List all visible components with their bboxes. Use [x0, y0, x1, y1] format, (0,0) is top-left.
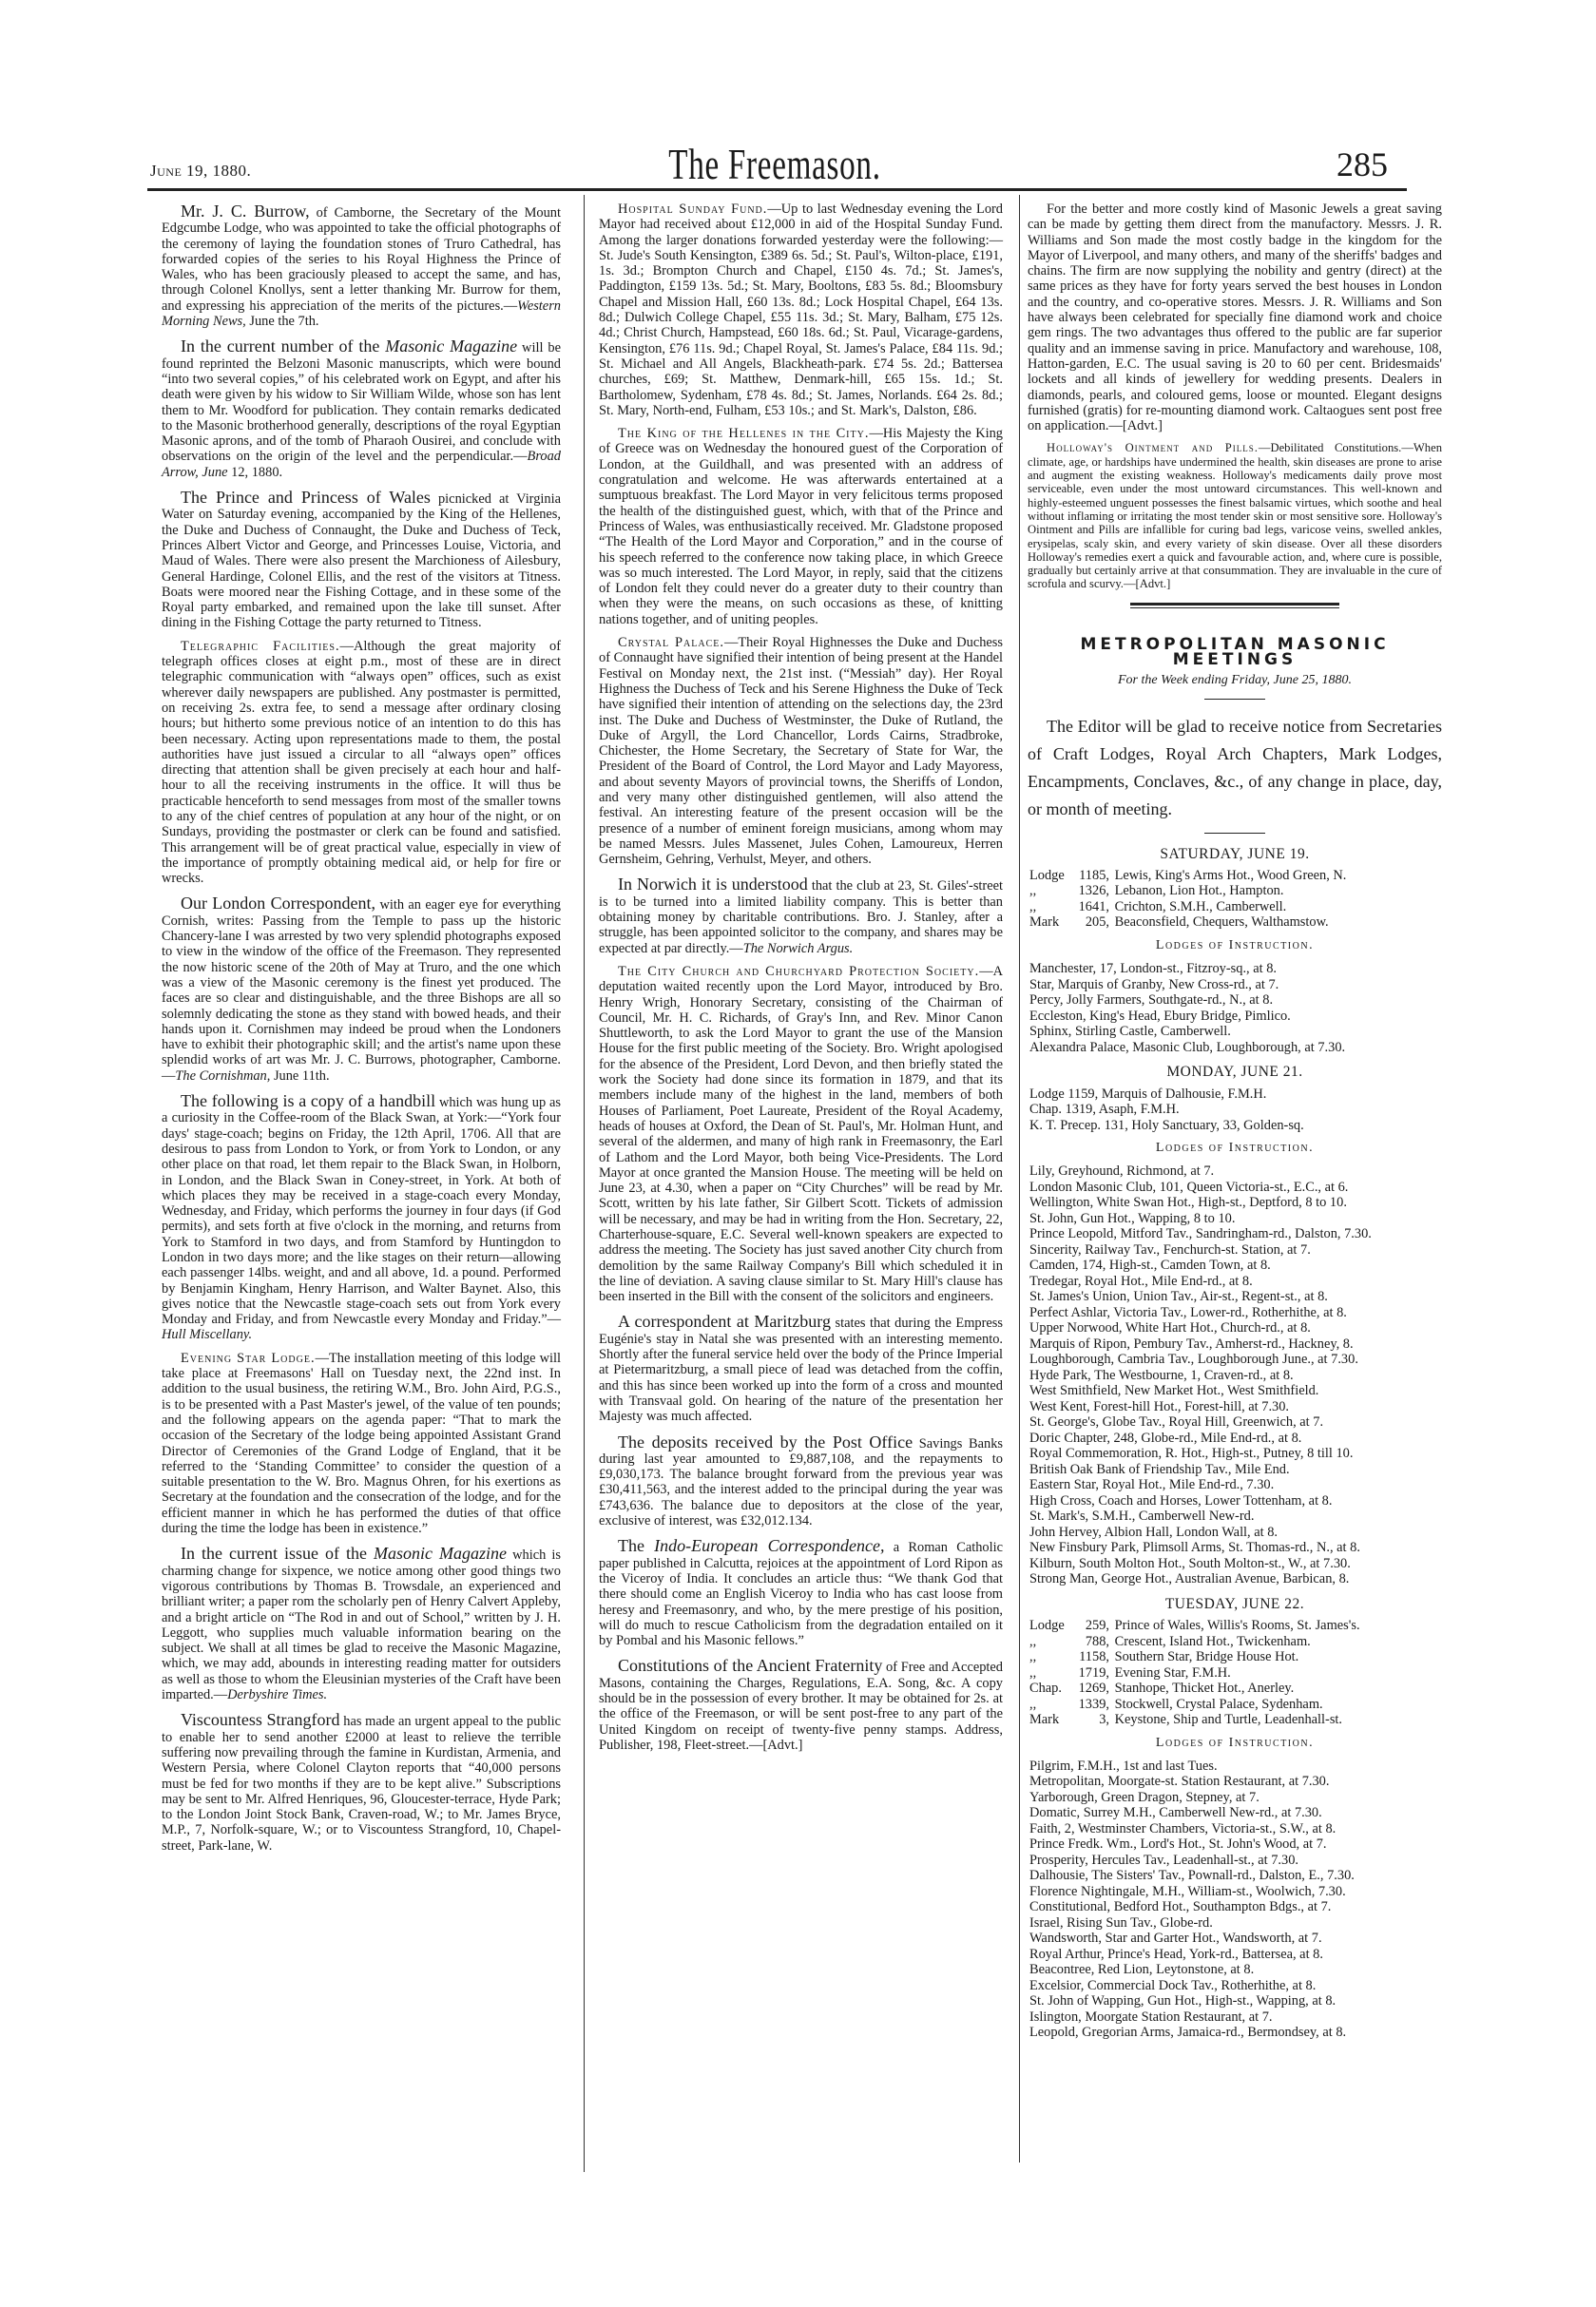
column-3 — [1028, 202, 1442, 2041]
column-1 — [162, 202, 561, 1861]
article: Evening Star Lodge.—The installation meeting of this lodge will take place at Freemasons' Hall on Tuesday next, the 22nd inst. In addition to the usual business, the retiring W.M., Bro. John Aird, P.G.S., is to be presented with a Past Master's jewel, of the value of ten pounds; and the following appears on the agenda paper: “That to mark the occasion of the Secretary of the lodge being appointed Assistant Grand Director of Ceremonies of the Grand Lodge of England, that it be referred to the ‘Standing Committee’ to consider the question of a suitable presentation to the W. Bro. Magnus Ohren, for his exertions as Secretary at the foundation and the consecration of the lodge, and for the efficient manner in which he has performed the duties of that office during the time the lodge has been in existence.” — [162, 1350, 561, 1537]
instruction-heading: Lodges of Instruction. — [1155, 1141, 1315, 1155]
article: Telegraphic Facilities.—Although the great majority of telegraph offices closes at eight p.m., most of these are in direct telegraphic communication with “always open” offices, such as exist wherever daily newspapers are published. Any postmaster is permitted, on receiving 2s. extra fee, to send a message after ordinary closing hours; but hitherto some previous notice of an intention to do this has been necessary. Acting upon representations made to them, the postal authorities have just issued a circular to all “always open” offices directing that attention shall be given precisely at each hour and half-hour to all the receiving instruments in the office. It will thus be practicable henceforth to send messages from most of the smaller towns to any of the chief centres of population at any hour of the night, or on Sundays, providing the postmaster or clerk can be found and satisfied. This arrangement will be of great practical value, especially in view of the importance of promptly obtaining medical aid, or help for fire or wrecks. — [162, 638, 562, 887]
instruction-entry: Alexandra Palace, Masonic Club, Loughborough, at 7.30. — [1029, 1039, 1346, 1055]
article: In the current issue of the Masonic Magazine which is charming change for sixpence, we notice among other good things two vigorous contributions by Thomas B. Trowsdale, an experienced and brilliant writer; a paper rom the scholarly pen of Henry Calvert Appleby, and a bright article on “The Rod in and out of School,” written by J. H. Leggott, who supplies much valuable information bearing on the subject. We shall at all times be glad to receive the Masonic Magazine, which, we may add, abounds in interesting reading matter for outsiders as well as those to whom the Eleusinian mysteries of the Craft have been imparted.—Derbyshire Times. — [162, 1544, 562, 1703]
article: The City Church and Churchyard Protection Society.—A deputation waited recently upon the Lord Mayor, introduced by Bro. Henry Wrigh, Honorary Secretary, consisting of the Chairman of Council, Mr. H. C. Richards, of Gray's Inn, and Rev. Minor Canon Shuttleworth, to ask the Lord Mayor to grant the use of the Mansion House for the first public meeting of the Society. Bro. Wright apologised for the absence of the President, Lord Devon, and then briefly stated the work the Society had done since its formation in 1879, and that its members include many of the highest in the land, members of both Houses of Parliament, Poet Laureate, President of the Royal Academy, heads of houses at Oxford, the Dean of St. Paul's, Mr. Holman Hunt, and several of the aldermen, and many of high rank in Freemasonry, the Earl of Lathom and the Lord Mayor, both being Vice-Presidents. The Lord Mayor at once granted the Mansion House. The meeting will be held on June 23, at 4.30, when a paper on “City Churches” will be read by Mr. Scott, written by his late father, Sir Gilbert Scott. Tickets of admission will be necessary, and may be had in writing from the Hon. Secretary, 22, Charterhouse-square, E.C. Several well-known speakers are expected to address the meeting. The Society has just saved another City church from demolition by the same Railway Company's Bill which scheduled it in the line of deviation. A saving clause similar to St. Mary Hill's clause has been inserted in the Bill with the consent of the solicitors and engineers. — [599, 963, 1003, 1305]
meetings-day-tuesday — [1028, 1597, 1442, 2041]
article-heading: Telegraphic Facilities. — [181, 638, 340, 654]
day-heading: MONDAY, JUNE 21. — [1166, 1064, 1303, 1081]
instruction-heading: Lodges of Instruction. — [1155, 937, 1315, 952]
masthead-rule — [147, 188, 1407, 191]
lodge-entry: Chap. 1319, Asaph, F.M.H. — [1029, 1102, 1180, 1117]
meetings-day-monday — [1028, 1065, 1442, 1587]
instruction-entry: Metropolitan, Moorgate-st. Station Restaurant, at 7.30. — [1029, 1774, 1330, 1790]
instruction-entry: West Kent, Forest-hill Hot., Forest-hill, at 7.30. — [1029, 1398, 1290, 1414]
instruction-entry: Kilburn, South Molton Hot., South Molton-st., W., at 7.30. — [1029, 1555, 1351, 1571]
jewels-advertisement: For the better and more costly kind of Masonic Jewels a great saving can be made by getting them direct from the manufactory. Messrs. J. R. Williams and Son made the most costly badge in the kingdom for the Mayor of Liverpool, and many others, and many of the sheriffs' badges and chains. The firm are now supplying the nobility and gentry (direct) at the same prices as they have for forty years served the best houses in London and the country, and co-operative stores. Messrs. J. R. Williams and Son have always been celebrated for specially fine diamond work and choice gem rings. The two advantages thus offered to the public are far superior quality and an immense saving in price. Manufactory and warehouse, 108, Hatton-garden, E.C. The usual saving is 20 to 60 per cent. Bridesmaids' lockets and all kinds of jewellery for wedding presents. Dealers in diamonds, pearls, and coloured gems, loose or mounted. Elegant designs furnished (gratis) for re-mounting diamond work. Caltaogues sent post free on application.—[Advt.] — [1028, 202, 1442, 434]
instruction-entry: Sphinx, Stirling Castle, Camberwell. — [1029, 1024, 1231, 1040]
instruction-entry: Faith, 2, Westminster Chambers, Victoria-st., S.W., at 8. — [1029, 1820, 1336, 1836]
instruction-entry: Strong Man, George Hot., Australian Avenue, Barbican, 8. — [1029, 1571, 1350, 1587]
publication-title: The Freemason. — [668, 140, 881, 188]
meetings-subtitle: For the Week ending Friday, June 25, 1880. — [1118, 673, 1352, 688]
instruction-entry: Excelsior, Commercial Dock Tav., Rotherhithe, at 8. — [1029, 1977, 1317, 1993]
instruction-list — [1028, 1163, 1442, 1587]
instruction-entry: Eastern Star, Royal Hot., Mile End-rd., 7.30. — [1029, 1477, 1275, 1493]
issue-date: June 19, 1880. — [150, 162, 252, 180]
instruction-entry: Royal Commemoration, R. Hot., High-st., Putney, 8 till 10. — [1029, 1446, 1354, 1462]
instruction-entry: Wandsworth, Star and Garter Hot., Wandsworth, at 7. — [1029, 1931, 1322, 1947]
article: The following is a copy of a handbill which was hung up as a curiosity in the Coffee-room of the Black Swan, at York:—“York four days' stage-coach; begins on Friday, the 12th April, 1706. All that are desirous to pass from London to York, or from York to London, or any other place on that road, let them repair to the Black Swan, in Holborn, in London, and the Black Swan in Coney-street, in York. At both of which places they may be received in a stage-coach every Monday, Wednesday, and Friday, which performs the journey in four days (if God permits), and sets forth at five o'clock in the morning, and returns from York to Stamford in two days, and from Stamford by Huntingdon to London in two days more; and the like stages on their return—allowing each passenger 14lbs. weight, and and all above, 1d. a pound. Performed by Benjamin Kingham, Henry Harrison, and Walter Baynet. Also, this gives notice that the Newcastle stage-coach sets out from York every Monday and Friday, and from Newcastle every Monday and Friday.”—Hull Miscellany. — [162, 1091, 561, 1343]
article: The Indo-European Correspondence, a Roman Catholic paper published in Calcutta, rejoices at the appointment of Lord Ripon as the Viceroy of India. It concludes an article thus: “We thank God that there should come an English Viceroy to India who has cast loose from heresy and Freemasonry, and who, by the mere prestige of his position, will do much to rescue Catholicism from the degradation entailed on it by Pombal and his Masonic fellows.” — [599, 1536, 1004, 1649]
article: Mr. J. C. Burrow, of Camborne, the Secretary of the Mount Edgcumbe Lodge, who was appointed to take the official photographs of the ceremony of laying the foundation stones of Truro Cathedral, has forwarded copies of the series to his Royal Highness the Prince of Wales, who has been graciously pleased to accept the same, and has, through Colonel Knollys, sent a letter thanking Mr. Burrow for them, and expressing his appreciation of the merits of the pictures.—Western Morning News, June the 7th. — [162, 202, 562, 330]
lodge-entry: ,, 1641, Crichton, S.M.H., Camberwell. — [1029, 898, 1287, 914]
instruction-entry: Hyde Park, The Westbourne, 1, Craven-rd., at 8. — [1029, 1367, 1294, 1383]
instruction-entry: British Oak Bank of Friendship Tav., Mile End. — [1029, 1461, 1290, 1477]
instruction-entry: Florence Nightingale, M.H., William-st., Woolwich, 7.30. — [1029, 1883, 1346, 1899]
column-2 — [599, 202, 1003, 1760]
article-heading: Evening Star Lodge. — [181, 1350, 316, 1366]
instruction-entry: Leopold, Gregorian Arms, Jamaica-rd., Bermondsey, at 8. — [1029, 2025, 1347, 2041]
meetings-title: METROPOLITAN MASONIC MEETINGS — [1080, 634, 1390, 670]
instruction-entry: London Masonic Club, 101, Queen Victoria-st., E.C., at 6. — [1029, 1179, 1349, 1195]
column-divider — [584, 195, 585, 2172]
article: A correspondent at Maritzburg states that during the Empress Eugénie's stay in Natal she was presented with an interesting memento. Shortly after the funeral service held over the body of the Prince Imperial at Pietermaritzburg, a small piece of lead was detached from the coffin, and this has since been worked up into the form of a cross and mounted with Transvaal gold. On hearing of the nature of the presentation her Majesty was much affected. — [599, 1312, 1003, 1425]
lodge-entry: ,, 1339, Stockwell, Crystal Palace, Sydenham. — [1029, 1696, 1323, 1712]
instruction-entry: Yarborough, Green Dragon, Stepney, at 7. — [1029, 1789, 1259, 1805]
instruction-entry: Beacontree, Red Lion, Leytonstone, at 8. — [1029, 1962, 1255, 1978]
instruction-entry: St. John of Wapping, Gun Hot., High-st., Wapping, at 8. — [1029, 1993, 1336, 2009]
instruction-entry: Domatic, Surrey M.H., Camberwell New-rd., at 7.30. — [1029, 1805, 1322, 1821]
instruction-list — [1028, 961, 1442, 1055]
lodge-list — [1028, 1086, 1442, 1134]
lodge-entry: ,, 1326, Lebanon, Lion Hot., Hampton. — [1029, 883, 1284, 899]
instruction-entry: St. James's Union, Union Tav., Air-st., Regent-st., at 8. — [1029, 1289, 1328, 1305]
masthead — [143, 131, 1407, 186]
lodge-list — [1028, 1618, 1442, 1728]
instruction-heading: Lodges of Instruction. — [1155, 1735, 1315, 1750]
instruction-entry: Pilgrim, F.M.H., 1st and last Tues. — [1029, 1758, 1218, 1774]
instruction-entry: Israel, Rising Sun Tav., Globe-rd. — [1029, 1914, 1213, 1931]
lodge-entry: Mark 205, Beaconsfield, Chequers, Walthamstow. — [1029, 914, 1329, 931]
instruction-entry: Percy, Jolly Farmers, Southgate-rd., N., at 8. — [1029, 992, 1274, 1009]
lodge-entry: K. T. Precep. 131, Holy Sanctuary, 33, Golden-sq. — [1029, 1117, 1304, 1133]
instruction-entry: Camden, 174, High-st., Camden Town, at 8. — [1029, 1258, 1271, 1274]
instruction-entry: Perfect Ashlar, Victoria Tav., Lower-rd., Rotherhithe, at 8. — [1029, 1304, 1347, 1320]
instruction-entry: Constitutional, Bedford Hot., Southampton Bdgs., at 7. — [1029, 1899, 1332, 1915]
lodge-entry: ,, 1719, Evening Star, F.M.H. — [1029, 1664, 1231, 1681]
lodge-entry: Chap. 1269, Stanhope, Thicket Hot., Anerley. — [1029, 1681, 1295, 1697]
section-divider — [1130, 603, 1339, 608]
instruction-list — [1028, 1759, 1442, 2041]
article-heading: Hospital Sunday Fund. — [618, 202, 768, 217]
article: In Norwich it is understood that the club at 23, St. Giles'-street is to be turned into a limited liability company. This is better than obtaining money by charitable contributions. Bro. J. Stanley, after a struggle, has been appointed solicitor to the company, and shares may be expected at par directly.—The Norwich Argus. — [599, 875, 1003, 956]
instruction-entry: Prince Leopold, Mitford Tav., Sandringham-rd., Dalston, 7.30. — [1029, 1226, 1372, 1242]
instruction-entry: High Cross, Coach and Horses, Lower Tottenham, at 8. — [1029, 1492, 1333, 1509]
divider — [1204, 699, 1265, 700]
instruction-entry: Sincerity, Railway Tav., Fenchurch-st. Station, at 7. — [1029, 1241, 1311, 1258]
instruction-entry: Eccleston, King's Head, Ebury Bridge, Pimlico. — [1029, 1008, 1291, 1024]
instruction-entry: Dalhousie, The Sisters' Tav., Pownall-rd., Dalston, E., 7.30. — [1029, 1868, 1355, 1884]
instruction-entry: Star, Marquis of Granby, New Cross-rd., at 7. — [1029, 976, 1279, 992]
instruction-entry: Loughborough, Cambria Tav., Loughborough June., at 7.30. — [1029, 1352, 1358, 1368]
instruction-entry: Doric Chapter, 248, Globe-rd., Mile End-rd., at 8. — [1029, 1430, 1302, 1446]
divider — [1204, 833, 1265, 834]
instruction-entry: St. George's, Globe Tav., Royal Hill, Greenwich, at 7. — [1029, 1414, 1324, 1431]
article-heading: Crystal Palace. — [618, 635, 724, 651]
lodge-list — [1028, 868, 1442, 931]
article: The deposits received by the Post Office Savings Banks during last year amounted to £9,887,108, and the repayments to £9,030,173. The balance brought forward from the previous year was £30,411,563, and the interest added to the principal during the year was £743,636. The balance due to depositors at the close of the year, exclusive of interest, was £32,012.134. — [599, 1432, 1003, 1529]
lodge-entry: Lodge 1185, Lewis, King's Arms Hot., Wood Green, N. — [1029, 867, 1347, 883]
instruction-entry: Royal Arthur, Prince's Head, York-rd., Battersea, at 8. — [1029, 1946, 1323, 1962]
lodge-entry: ,, 788, Crescent, Island Hot., Twickenham. — [1029, 1633, 1311, 1649]
lodge-entry: Mark 3, Keystone, Ship and Turtle, Leadenhall-st. — [1029, 1712, 1343, 1728]
instruction-entry: Lily, Greyhound, Richmond, at 7. — [1029, 1163, 1215, 1180]
day-heading: TUESDAY, JUNE 22. — [1164, 1595, 1305, 1612]
article: In the current number of the Masonic Magazine will be found reprinted the Belzoni Masonic manuscripts, which were bound “into two several copies,” of his celebrated work on Egypt, and after his death were given by his widow to Sir William Wilde, whose son has lent them to Mr. Woodford for publication. They contain remarks dedicated to the Masonic brotherhood generally, descriptions of the royal Egyptian Masonic aprons, and of the tomb of Pharaoh Ousirei, and conclude with observations on the origin of the level and the perpendicular.—Broad Arrow, June 12, 1880. — [162, 336, 562, 480]
lodge-entry: ,, 1158, Southern Star, Bridge House Hot. — [1029, 1649, 1299, 1665]
article-heading: The City Church and Churchyard Protection Society. — [618, 963, 980, 979]
article: Hospital Sunday Fund.—Up to last Wednesday evening the Lord Mayor had received about £12,000 in aid of the Hospital Sunday Fund. Among the larger donations forwarded yesterday were the following:—St. Jude's South Kensington, £389 6s. 5d.; St. Paul's, Wilton-place, £191, 1s. 3d.; Brompton Church and Chapel, £150 4s. 7d.; St. James's, Paddington, £159 13s. 5d.; St. Mary, Booltons, £83 5s. 8d.; Bloomsbury Chapel and Mission Hall, £60 13s. 8d.; Lock Hospital Chapel, £64 13s. 8d.; Dulwich College Chapel, £55 11s. 3d.; St. Mary, Balham, £75 12s. 4d.; Christ Church, Hampstead, £60 18s. 6d.; St. Paul, Vicarage-gardens, Kensington, £76 11s. 9d.; Chapel Royal, St. James's Palace, £84 11s. 9d.; St. Michael and All Angels, Blackheath-park. £74 5s. 2d.; Battersea churches, £69; St. Matthew, Denmark-hill, £65 15s. 1d.; St. Bartholomew, Sydenham, £78 4s. 8d.; St. James, Norlands. £64 2s. 8d.; St. Mary, North-end, Fulham, £53 10s.; and St. Mark's, Dalston, £86. — [599, 202, 1003, 418]
instruction-entry: Tredegar, Royal Hot., Mile End-rd., at 8. — [1029, 1273, 1253, 1289]
instruction-entry: Manchester, 17, London-st., Fitzroy-sq., at 8. — [1029, 961, 1278, 977]
day-heading: SATURDAY, JUNE 19. — [1160, 845, 1310, 862]
meetings-day-saturday — [1028, 847, 1442, 1056]
article-heading: The King of the Hellenes in the City. — [618, 426, 870, 442]
instruction-entry: St. John, Gun Hot., Wapping, 8 to 10. — [1029, 1210, 1236, 1226]
article: Viscountess Strangford has made an urgent appeal to the public to enable her to send another £2000 at least to relieve the terrible suffering now prevailing through the famine in Kurdistan, Armenia, and Western Persia, where Colonel Clayton reports that “40,000 persons must be fed for two months if they are to be kept alive.” Subscriptions may be sent to Mr. Alfred Henriques, 96, Gloucester-terrace, Hyde Park; to the London Joint Stock Bank, Craven-road, W.; to Mr. James Bryce, M.P., 7, Norfolk-square, W.; or to Viscountess Strangford, 10, Chapel-street, Park-lane, W. — [162, 1710, 561, 1854]
instruction-entry: St. Mark's, S.M.H., Camberwell New-rd. — [1029, 1509, 1255, 1525]
instruction-entry: New Finsbury Park, Plimsoll Arms, St. Thomas-rd., N., at 8. — [1029, 1540, 1360, 1556]
instruction-entry: Marquis of Ripon, Pembury Tav., Amherst-rd., Hackney, 8. — [1029, 1336, 1354, 1352]
article-heading: Holloway's Ointment and Pills. — [1047, 441, 1259, 455]
page-number: 285 — [1336, 145, 1388, 183]
advertisement: Constitutions of the Ancient Fraternity of Free and Accepted Masons, containing the Charges, Regulations, E.A. Song, &c. A copy should be in the possession of every brother. It may be obtained for 2s. at the office of the Freemason, or will be sent post-free to any part of the United Kingdom on receipt of twenty-five penny stamps. Address, Publisher, 198, Fleet-street.—[Advt.] — [599, 1656, 1003, 1753]
article: The Prince and Princess of Wales picnicked at Virginia Water on Saturday evening, accompanied by the King of the Hellenes, the Duke and Duchess of Connaught, the Duke and Duchess of Teck, Princes Albert Victor and George, and Princesses Louise, Victoria, and Maud of Wales. There were also present the Marchioness of Ailesbury, General Hardinge, Colonel Ellis, and the rest of the visitors at Titness. Boats were moored near the Fishing Cottage, and in these some of the Royal party embarked, and remained upon the lake till sunset. After dining in the Fishing Cottage the party returned to Titness. — [162, 488, 561, 631]
article: Our London Correspondent, with an eager eye for everything Cornish, writes: Passing from the Temple to pass up the historic Chancery-lane I was arrested by two very splendid photographs exposed to view in the window of the office of the Freemason. They represented the now historic scene of the 20th of May at Truro, and the one which was a view of the Masonic ceremony is the finest yet produced. The faces are so clear and distinguishable, and the three Bishops are all so solemnly dedicating the stone as they stand with bowed heads, and their hands upon it. Cornishmen may indeed be proud when the Londoners have to exhibit their photographic skill; and the artist's name upon these splendid works of art was Mr. J. C. Burrows, photographer, Camborne.—The Cornishman, June 11th. — [162, 894, 561, 1084]
lodge-entry: Lodge 1159, Marquis of Dalhousie, F.M.H. — [1029, 1086, 1267, 1102]
instruction-entry: Prosperity, Hercules Tav., Leadenhall-st., at 7.30. — [1029, 1852, 1298, 1868]
instruction-entry: Prince Fredk. Wm., Lord's Hot., St. John's Wood, at 7. — [1029, 1836, 1327, 1853]
editor-note: The Editor will be glad to receive notice from Secretaries of Craft Lodges, Royal Arch Chapters, Mark Lodges, Encampments, Conclaves, &c., of any change in place, day, or month of meeting. — [1028, 716, 1442, 818]
article: The King of the Hellenes in the City.—His Majesty the King of Greece was on Wednesday the honoured guest of the Corporation of London, at the Guildhall, and was presented with an address of congratulation and welcome. He was afterwards entertained at a sumptuous breakfast. The Lord Mayor in very felicitous terms proposed the health of the distinguished guest, which, with that of the Prince and Princess of Wales, was enthusiastically received. Mr. Gladstone proposed “The Health of the Lord Mayor and Corporation,” and in the course of his speech referred to the conference now taking place, in which Greece was so much interested. The Lord Mayor, in reply, said that the citizens of London felt they could never do a greater duty to their country than when they were the means, on such occasions as these, of knitting nations together, and of uniting peoples. — [599, 426, 1003, 627]
instruction-entry: Wellington, White Swan Hot., High-st., Deptford, 8 to 10. — [1029, 1195, 1347, 1211]
holloway-advertisement: Holloway's Ointment and Pills.—Debilitated Constitutions.—When climate, age, or hardships have undermined the health, skin diseases are prone to arise and augment the existing weakness. Holloway's medicaments daily prove most serviceable, even under the most untoward circumstances. This well-known and highly-esteemed unguent possesses the finest balsamic virtues, which soothe and heal without inflaming or irritating the most tender skin or most sensitive sore. Holloway's Ointment and Pills are infallible for curing bad legs, varicose veins, swelled ankles, erysipelas, scaly skin, and every variety of skin disease. Over all these disorders Holloway's remedies exert a quick and favourable action, and, where cure is possible, gradually but certainly arrive at that consummation. They are invaluable in the cure of scrofula and scurvy.—[Advt.] — [1028, 441, 1442, 591]
article: Crystal Palace.—Their Royal Highnesses the Duke and Duchess of Connaught have signified their intention of being present at the Handel Festival on Monday next, the 21st inst. (“Messiah” day). Her Royal Highness the Duchess of Teck and his Serene Highness the Duke of Teck have signified their intention of attending on the selections day, the 23rd inst. The Duke and Duchess of Westminster, the Duke of Rutland, the Duke of Argyll, the Lord Chancellor, Lords Cairns, Stradbroke, Chichester, the Home Secretary, the Secretary of State for War, the President of the Board of Control, the Lord Mayor and Lady Mayoress, and about seventy Mayors of provincial towns, the Sheriffs of London, and very many other distinguished gentlemen, will also attend the festival. An interesting feature of the present occasion will be the presence of a number of eminent foreign musicians, among whom may be named Messrs. Jules Massenet, Jules Cohen, Lamoureux, Herren Gernsheim, Gehring, Verhulst, Meyer, and others. — [599, 635, 1003, 868]
instruction-entry: Upper Norwood, White Hart Hot., Church-rd., at 8. — [1029, 1320, 1311, 1336]
instruction-entry: Islington, Moorgate Station Restaurant, at 7. — [1029, 2009, 1273, 2025]
column-divider — [1019, 195, 1020, 2163]
lodge-entry: Lodge 259, Prince of Wales, Willis's Rooms, St. James's. — [1029, 1618, 1360, 1634]
instruction-entry: West Smithfield, New Market Hot., West Smithfield. — [1029, 1383, 1319, 1399]
instruction-entry: John Hervey, Albion Hall, London Wall, at 8. — [1029, 1524, 1279, 1540]
